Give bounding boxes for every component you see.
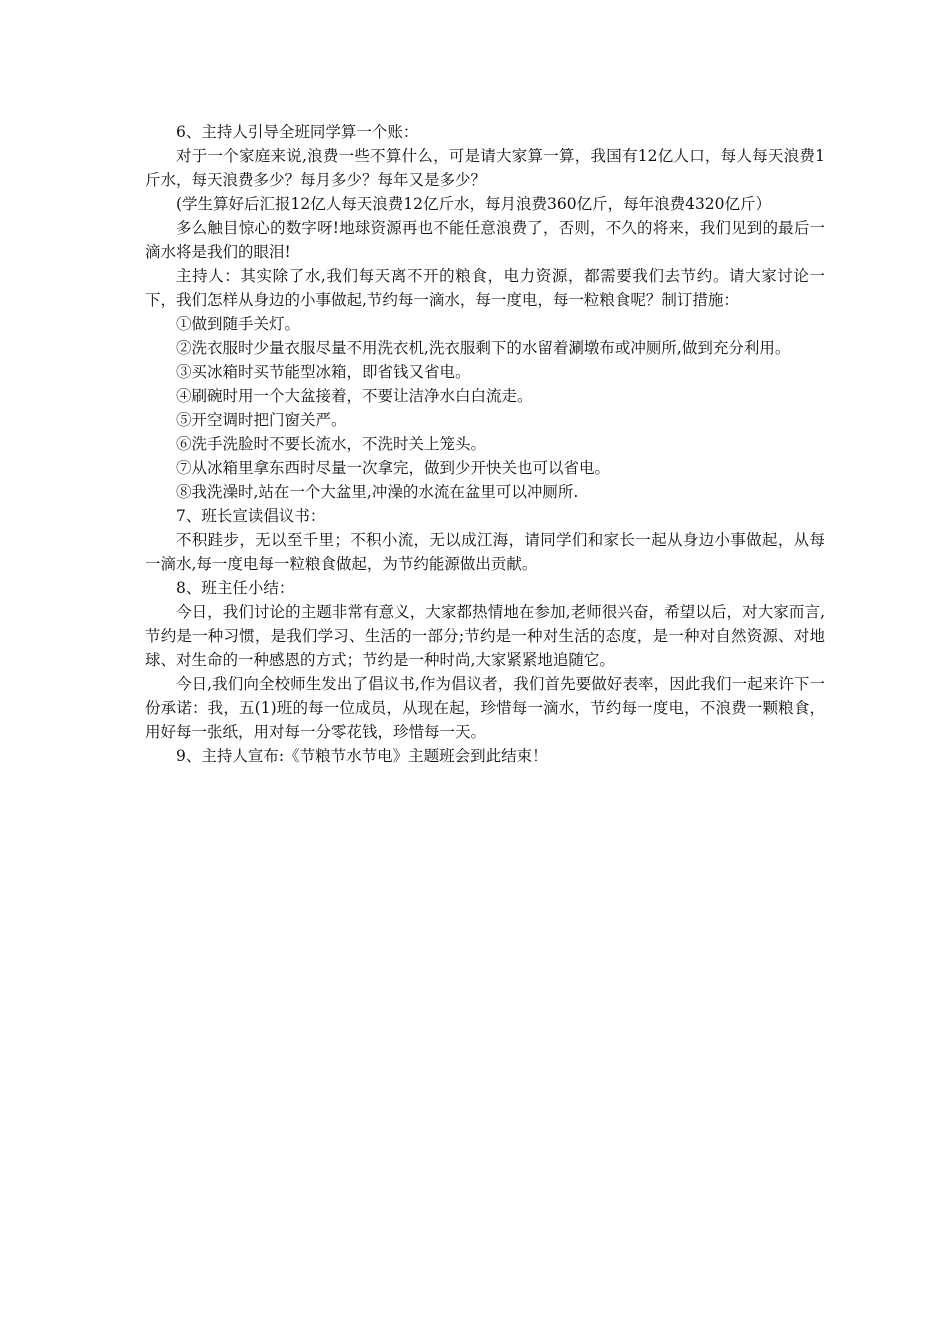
measure-item-1: ①做到随手关灯。 (176, 315, 301, 333)
paragraph-student-report: (学生算好后汇报12亿人每天浪费12亿斤水，每月浪费360亿斤，每年浪费4320亿斤） (176, 195, 772, 213)
measure-item-8: ⑧我洗澡时,站在一个大盆里,冲澡的水流在盆里可以冲厕所. (176, 483, 579, 501)
paragraph-host-discussion: 主持人：其实除了水,我们每天离不开的粮食，电力资源，都需要我们去节约。请大家讨论一下，我们怎样从身边的小事做起,节约每一滴水，每一度电，每一粒粮食呢？制订措施： (145, 267, 825, 309)
measure-item-7: ⑦从冰箱里拿东西时尽量一次拿完，做到少开快关也可以省电。 (176, 459, 611, 477)
paragraph-teacher-summary: 今日，我们讨论的主题非常有意义，大家都热情地在参加,老师很兴奋，希望以后，对大家而言,节约是一种习惯，是我们学习、生活的一部分;节约是一种对生活的态度，是一种对自然资源、对地球、对生命的一种感恩的方式；节约是一种时尚,大家紧紧地追随它。 (145, 603, 825, 669)
step-9-heading: 9、主持人宣布:《节粮节水节电》主题班会到此结束！ (176, 747, 548, 765)
measure-item-5: ⑤开空调时把门窗关严。 (176, 411, 347, 429)
paragraph-shocking-numbers: 多么触目惊心的数字呀!地球资源再也不能任意浪费了，否则，不久的将来，我们见到的最后一滴水将是我们的眼泪! (145, 219, 825, 261)
step-8-heading: 8、班主任小结： (176, 579, 295, 597)
measure-item-3: ③买冰箱时买节能型冰箱，即省钱又省电。 (176, 363, 471, 381)
step-6-heading: 6、主持人引导全班同学算一个账： (176, 123, 419, 141)
step-7-heading: 7、班长宣读倡议书： (176, 507, 326, 525)
measure-item-2: ②洗衣服时少量衣服尽量不用洗衣机,洗衣服剩下的水留着涮墩布或冲厕所,做到充分利用。 (176, 339, 791, 357)
measure-item-6: ⑥洗手洗脸时不要长流水，不洗时关上笼头。 (176, 435, 487, 453)
document-body (145, 120, 825, 768)
measure-item-4: ④刷碗时用一个大盆接着，不要让洁净水白白流走。 (176, 387, 533, 405)
paragraph-family-waste: 对于一个家庭来说,浪费一些不算什么，可是请大家算一算，我国有12亿人口，每人每天浪费1斤水，每天浪费多少？每月多少？每年又是多少？ (145, 147, 825, 189)
paragraph-commitment: 今日,我们向全校师生发出了倡议书,作为倡议者，我们首先要做好表率，因此我们一起来许下一份承诺：我，五(1)班的每一位成员，从现在起，珍惜每一滴水，节约每一度电，不浪费一颗粮食，用好每一张纸，用对每一分零花钱，珍惜每一天。 (145, 675, 825, 741)
paragraph-proposal: 不积跬步，无以至千里；不积小流，无以成江海，请同学们和家长一起从身边小事做起，从每一滴水,每一度电每一粒粮食做起，为节约能源做出贡献。 (145, 531, 825, 573)
